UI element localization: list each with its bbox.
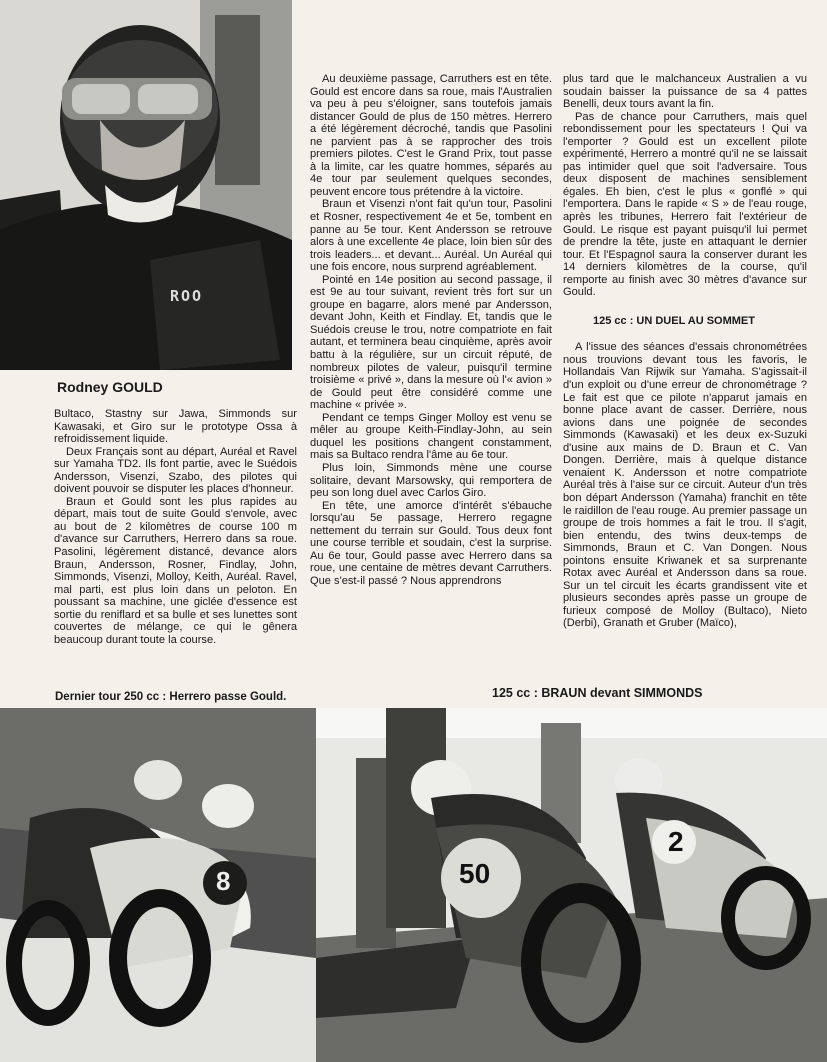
paragraph: plus tard que le malchanceux Australien a vu soudain baisser la puissance de sa 4 pattes Benelli, deux tours avant la fin.: [563, 73, 807, 111]
photo-herrero-gould: [0, 708, 316, 1062]
bike-number-left: 8: [216, 866, 231, 896]
bike-number-mid: 50: [459, 858, 491, 889]
paragraph: Braun et Gould sont les plus rapides au départ, mais tout de suite Gould s'envole, avec au bout de 2 kilomètres de course 100 m d'avance sur Carruthers, Herrero dans sa roue. Pasolini, légèrement distancé, devance alors Braun, Andersson, Rosner, Findlay, John, Simmonds, Visenzi, Molloy, Keith, Auréal. Ravel, mal parti, est plus loin dans un peloton. En poussant sa machine, une giclée d'essence est sortie du reniflard et sa bulle et ses lunettes sont couvertes de mélange, ce qui le gênera beaucoup durant toute la course.: [54, 495, 297, 646]
paragraph: Pointé en 14e position au second passage, il est 9e au tour suivant, revient très fort sur un groupe en bagarre, alors mené par Andersson, devant John, Keith et Findlay. Et, tandis que le Suédois creuse le trou, notre compatriote en fait autant, et terminera beau cinquième, après avoir battu à la régulière, sur un circuit réputé, de nombreux pilotes de valeur, puisqu'il termine troisième « privé », dans la mesure où l'« avion » de Gould peut être considéré comme une machine « privée ».: [310, 273, 552, 412]
photo-rodney-gould-art: [0, 0, 292, 370]
photo-braun-simmonds-art: [316, 708, 827, 1062]
photo-rodney-gould: [0, 0, 292, 370]
paragraph: Pendant ce temps Ginger Molloy est venu se mêler au groupe Keith-Findlay-John, au sein duquel les positions changent constamment, mais sa Bultaco rendra l'âme au 6e tour.: [310, 411, 552, 462]
paragraph: Plus loin, Simmonds mène une course solitaire, devant Marsowsky, qui remportera de peu son long duel avec Carlos Giro.: [310, 461, 552, 500]
article-column-middle: [310, 73, 552, 587]
article-column-left: [54, 408, 297, 646]
paragraph: Braun et Visenzi n'ont fait qu'un tour, Pasolini et Rosner, respectivement 4e et 5e, tombent en panne au 5e tour. Kent Andersson se retrouve alors à une excellente 4e place, loin bien sûr des trois leaders... et devant... Auréal. Un Auréal qui une fois encore, nous surprend agréablement.: [310, 198, 552, 274]
paragraph: Bultaco, Stastny sur Jawa, Simmonds sur Kawasaki, et Giro sur le prototype Ossa à refroidissement liquide.: [54, 408, 297, 446]
paragraph: Pas de chance pour Carruthers, mais quel rebondissement pour les spectateurs ! Qui va l'emporter ? Gould est un excellent pilote expérimenté, Herrero a montré qu'il ne se laissait pas intimider quel que soit l'adversaire. Tous deux disposent de machines sensiblement égales. Eh bien, c'est le plus « gonflé » qui l'emportera. Dans le rapide « S » de l'eau rouge, après les tribunes, Herrero fait l'extérieur de Gould. Le risque est payant puisqu'il lui permet de prendre la tête, juste en attaquant le dernier tour. Et l'Espagnol saura la conserver durant les 14 derniers kilomètres de la course, qu'il remporte au finish avec 30 mètres d'avance sur Gould.: [563, 110, 807, 299]
section-subheading-125cc: 125 cc : UN DUEL AU SOMMET: [593, 314, 755, 327]
paragraph: A l'issue des séances d'essais chronométrées nous trouvions devant tous les favoris, le Hollandais Van Rijwik sur Yamaha. S'agissait-il d'un exploit ou d'une erreur de chronométrage ? Le fait est que ce pilote n'apparut jamais en bonne place avant de casser. Derrière, nous avions dans une poignée de secondes Simmonds (Kawasaki) et les deux ex-Suzuki d'usine aux mains de D. Braun et C. Van Dongen. Derrière, mais à quelque distance venaient K. Andersson et notre compatriote Auréal très à l'aise sur ce circuit. Auteur d'un très bon départ Andersson (Yamaha) franchit en tête le raidillon de l'eau rouge. Au premier passage un groupe de trois hommes a fait le trou. Il s'agit, bien entendu, des twins deux-temps de Simmonds, Braun et C. Van Dongen. Nous pointons ensuite Kriwanek et sa surprenante Rotax avec Auréal et Andersson dans sa roue. Sur un tel circuit les écarts grandissent vite et plusieurs secondes après passe un groupe de furieux composé de Molloy (Bultaco), Nieto (Derbi), Granath et Gruber (Maïco),: [563, 341, 807, 630]
paragraph: Au deuxième passage, Carruthers est en tête. Gould est encore dans sa roue, mais l'Australien va peu à peu s'éloigner, sans toutefois jamais distancer Gould de plus de 150 mètres. Herrero a été légèrement décroché, tandis que Pasolini ne parvient pas à se rapprocher des trois premiers pilotes. C'est le Grand Prix, tout passe à la limite, car les quatre hommes, séparés au 4e tour par seulement quelques secondes, peuvent encore tous prétendre à la victoire.: [310, 73, 552, 198]
photo-braun-simmonds: [316, 708, 827, 1062]
caption-last-lap: Dernier tour 250 cc : Herrero passe Gould.: [55, 691, 287, 703]
paragraph: Deux Français sont au départ, Auréal et Ravel sur Yamaha TD2. Ils font partie, avec le Suédois Andersson, Visenzi, Szabo, des pilotes qui doivent pouvoir se disputer les places d'honneur.: [54, 445, 297, 496]
caption-rodney-gould: Rodney GOULD: [57, 379, 163, 395]
photo-herrero-gould-art: [0, 708, 316, 1062]
bike-number-right: 2: [668, 826, 684, 857]
article-column-right: [563, 73, 807, 630]
caption-braun-simmonds: 125 cc : BRAUN devant SIMMONDS: [492, 686, 703, 700]
paragraph: En tête, une amorce d'intérêt s'ébauche lorsqu'au 5e passage, Herrero regagne nettement du terrain sur Gould. Tous deux font une course terrible et soudain, c'est la surprise. Au 6e tour, Gould passe avec Herrero dans sa roue, une centaine de mètres devant Carruthers. Que s'est-il passé ? Nous apprendrons: [310, 499, 552, 587]
jacket-lettering: ROO: [170, 287, 204, 305]
